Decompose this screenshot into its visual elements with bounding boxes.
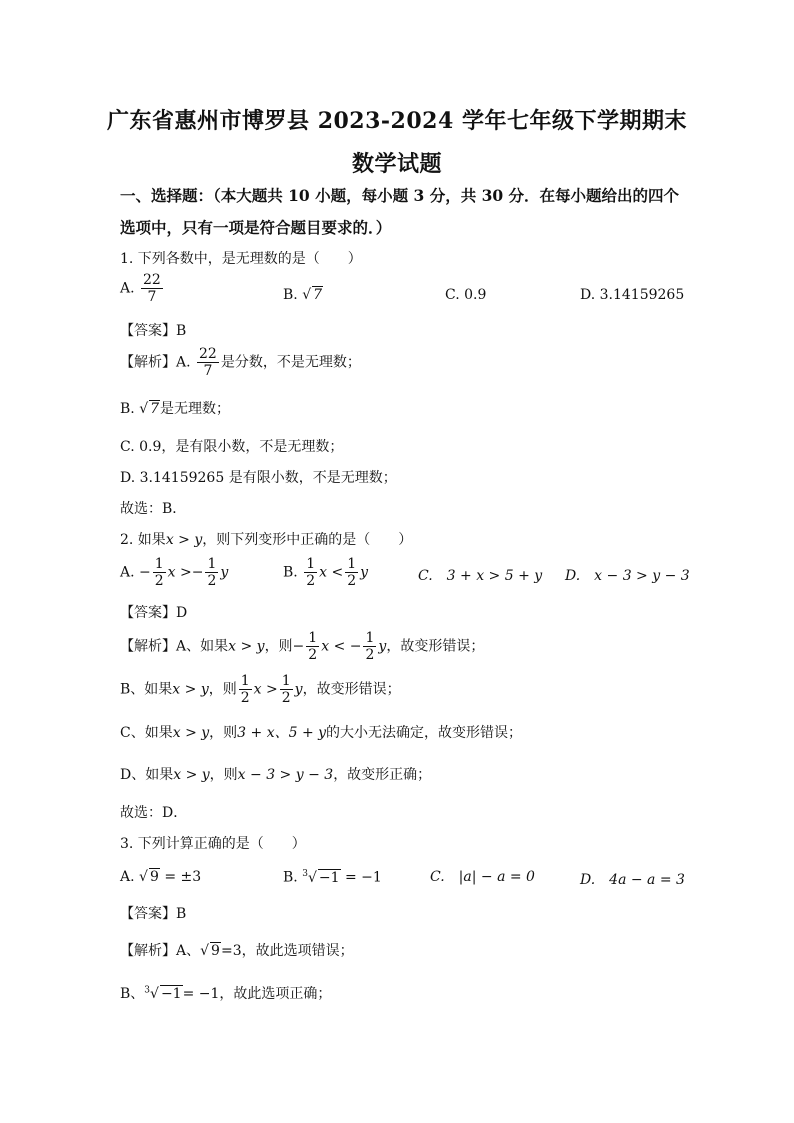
q1-option-c: C. 0.9 xyxy=(445,287,487,303)
q1-analysis-d: D. 3.14159265 是有限小数，不是无理数； xyxy=(120,470,397,486)
q2-option-a: A. − $\frac{1}{2}$ x >− $\frac{1}{2}$ y xyxy=(120,556,229,589)
fraction: $\frac{1}{2}$ xyxy=(306,556,316,589)
q3-answer: 【答案】B xyxy=(120,906,187,922)
q1-answer: 【答案】B xyxy=(120,323,187,339)
q1-conclusion: 故选：B． xyxy=(120,501,187,517)
sqrt-symbol: √ 7 xyxy=(139,401,160,417)
q2-conclusion: 故选：D． xyxy=(120,805,188,821)
fraction: $\frac{22}{7}$ xyxy=(199,346,217,379)
q3-analysis-a: 【解析】A、√ 9=3，故此选项错误； xyxy=(120,943,354,959)
q3-option-a: A. √ 9 = ±3 xyxy=(120,869,202,885)
fraction: $\frac{1}{2}$ xyxy=(207,556,217,589)
q2-analysis-c: C、如果x > y，则3 + x、5 + y的大小无法确定，故变形错误； xyxy=(120,725,523,741)
fraction: $\frac{1}{2}$ xyxy=(365,630,375,663)
fraction: $\frac{1}{2}$ xyxy=(308,630,318,663)
q2-analysis-a: 【解析】A、如果x > y，则− $\frac{1}{2}$ x < − $\frac{1}{2}$ y，故变形错误； xyxy=(120,630,485,663)
q1-stem: 1. 下列各数中，是无理数的是（ ） xyxy=(120,251,362,267)
fraction: $\frac{1}{2}$ xyxy=(281,673,291,706)
q1-analysis-a: 【解析】A. $\frac{22}{7}$ 是分数，不是无理数； xyxy=(120,346,361,379)
q2-option-c: C. 3 + x > 5 + y xyxy=(418,568,543,584)
q1-option-b: B. √ 7 xyxy=(283,287,323,303)
sqrt-symbol: √ 9 xyxy=(200,943,220,959)
q2-analysis-d: D、如果x > y，则x − 3 > y − 3，故变形正确； xyxy=(120,767,432,783)
title-line-1: 广东省惠州市博罗县 2023-2024 学年七年级下学期期末 xyxy=(107,108,687,134)
q2-answer: 【答案】D xyxy=(120,605,188,621)
q3-option-d: D. 4a − a = 3 xyxy=(580,872,685,888)
q3-analysis-b: B、$^3$√ −1= −1，故此选项正确； xyxy=(120,985,332,1002)
q1-option-d: D. 3.14159265 xyxy=(580,287,685,303)
q2-option-b: B. $\frac{1}{2}$ x < $\frac{1}{2}$ y xyxy=(283,556,369,589)
q3-stem: 3. 下列计算正确的是（ ） xyxy=(120,836,306,852)
sqrt-symbol: √ 9 xyxy=(139,869,159,885)
q2-stem: 2. 如果x > y，则下列变形中正确的是（ ） xyxy=(120,532,413,548)
title-line-2: 数学试题 xyxy=(351,151,442,177)
section-heading: 一、选择题：（本大题共 10 小题，每小题 3 分，共 30 分．在每小题给出的四个选项中，只有一项是符合题目要求的．） xyxy=(120,186,680,237)
q2-option-d: D. x − 3 > y − 3 xyxy=(565,568,690,584)
q3-option-c: C. |a| − a = 0 xyxy=(430,869,535,885)
fraction: $\frac{1}{2}$ xyxy=(240,673,250,706)
q2-analysis-b: B、如果x > y，则 $\frac{1}{2}$ x > $\frac{1}{2}$ y，故变形错误； xyxy=(120,673,401,706)
sqrt-symbol: √ 7 xyxy=(302,287,323,303)
fraction: $\frac{22}{7}$ xyxy=(143,272,161,305)
q1-analysis-c: C. 0.9，是有限小数，不是无理数； xyxy=(120,439,344,455)
q1-option-a: A. $\frac{22}{7}$ xyxy=(120,272,161,305)
cube-root-symbol: √ −1 xyxy=(307,869,340,886)
fraction: $\frac{1}{2}$ xyxy=(347,556,357,589)
q3-option-b: B. $^3$√ −1 = −1 xyxy=(283,869,382,886)
fraction: $\frac{1}{2}$ xyxy=(154,556,164,589)
q1-analysis-b: B. √ 7是无理数； xyxy=(120,401,231,417)
cube-root-symbol: √ −1 xyxy=(150,986,182,1002)
